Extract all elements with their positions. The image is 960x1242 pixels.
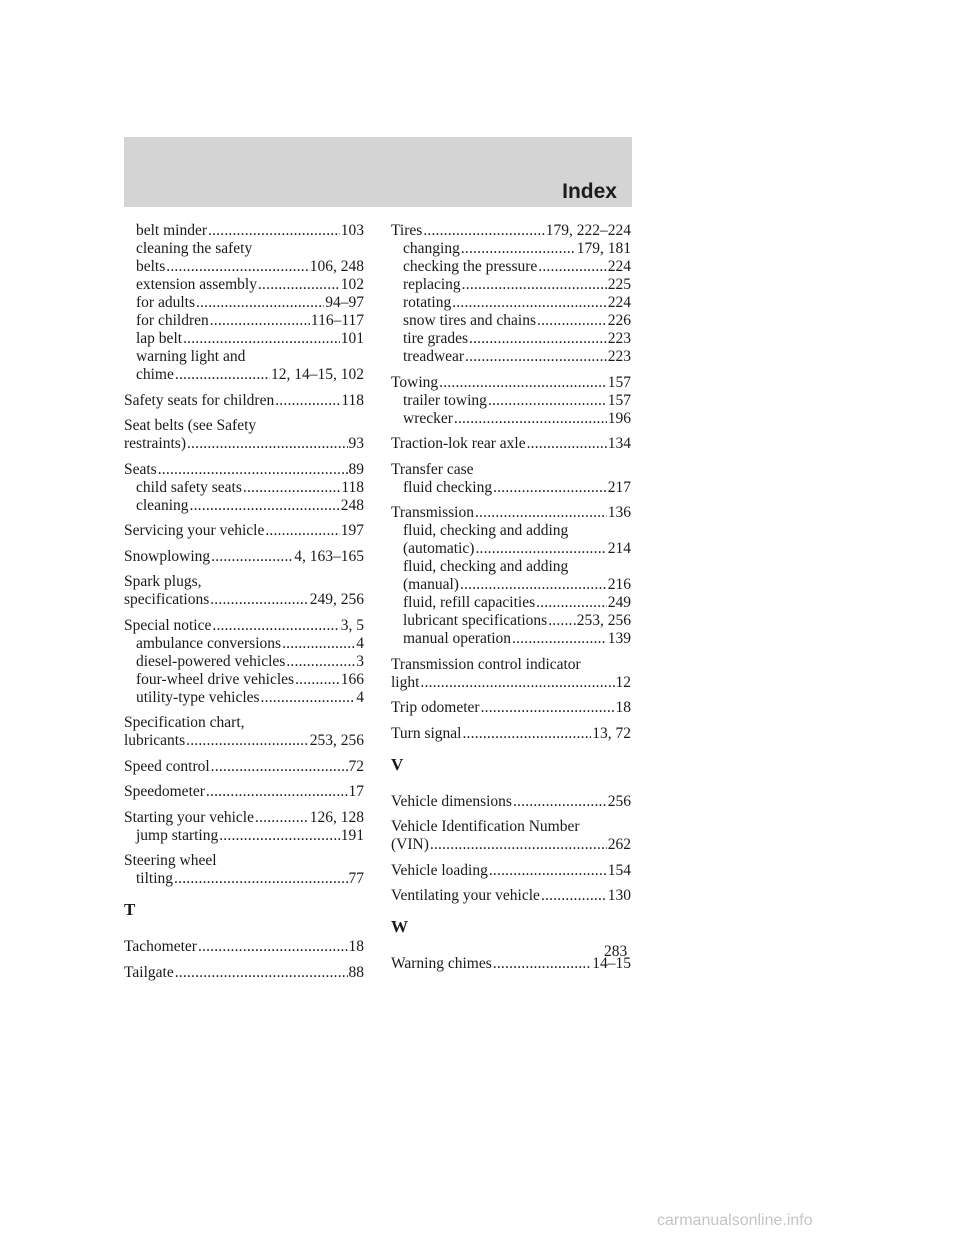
page-reference: 118	[341, 478, 364, 496]
index-entry	[391, 656, 631, 692]
dot-leader	[282, 635, 355, 653]
index-entry-line	[124, 617, 364, 635]
index-subentry-line	[391, 348, 631, 366]
index-subentry-line	[124, 497, 364, 515]
entry-label: Spark plugs,	[124, 573, 202, 590]
page-reference: 154	[607, 861, 631, 879]
index-entry-line	[124, 392, 364, 410]
entry-label: fluid, checking and adding	[403, 522, 569, 539]
index-entry	[124, 548, 364, 566]
page-reference: 4	[356, 688, 364, 706]
page-reference: 12, 14–15, 102	[271, 366, 364, 383]
page-reference: 139	[607, 630, 631, 647]
page-reference: 223	[607, 330, 631, 347]
dot-leader	[196, 294, 324, 312]
entry-label: Warning chimes	[391, 955, 492, 972]
index-subentry-line	[124, 276, 364, 294]
page-reference: 93	[348, 435, 364, 452]
index-entry-line	[124, 809, 364, 827]
page-reference: 130	[607, 887, 631, 904]
index-entry-line	[391, 818, 631, 836]
page-reference: 157	[607, 391, 631, 409]
page-reference: 17	[348, 783, 364, 800]
index-subentry-line	[391, 330, 631, 348]
index-entry-line	[391, 955, 631, 973]
page-reference: .253, 256	[572, 612, 631, 629]
page-reference: 196	[607, 409, 631, 427]
entry-label: extension assembly	[136, 276, 257, 293]
entry-label: Speedometer	[124, 783, 205, 800]
dot-leader	[174, 870, 347, 888]
entry-label: warning light and	[136, 348, 246, 365]
page-reference: 12	[615, 673, 631, 691]
dot-leader	[175, 964, 348, 982]
entry-label: Special notice	[124, 616, 212, 634]
index-subentry-line	[391, 522, 631, 540]
dot-leader	[493, 479, 607, 497]
entry-label: trailer towing	[403, 391, 487, 409]
page-reference: 166	[340, 670, 364, 688]
index-entry-line	[124, 522, 364, 540]
page-reference: 126, 128	[309, 808, 364, 826]
entry-label: light	[391, 673, 420, 691]
entry-label: utility-type vehicles	[136, 688, 260, 706]
dot-leader	[512, 630, 607, 648]
index-subentry-line	[391, 240, 631, 258]
dot-leader	[420, 674, 614, 692]
index-entry	[124, 938, 364, 956]
page-reference: 191	[340, 826, 364, 844]
index-subentry-line	[124, 240, 364, 258]
index-subentry-line	[124, 671, 364, 689]
index-subentry-line	[391, 576, 631, 594]
dot-leader	[462, 725, 591, 743]
index-subentry-line	[124, 294, 364, 312]
index-entry	[124, 852, 364, 888]
entry-label: Tailgate	[124, 963, 174, 981]
dot-leader	[198, 938, 348, 956]
entry-label: Towing	[391, 373, 439, 391]
dot-leader	[461, 240, 576, 258]
entry-label: four-wheel drive vehicles	[136, 670, 295, 688]
page-reference: 225	[607, 276, 631, 293]
index-entry-line	[391, 656, 631, 674]
index-subentry-line	[124, 222, 364, 240]
entry-label: belt minder	[136, 222, 208, 239]
page-reference: 248	[340, 496, 364, 514]
page-reference: 179, 222–224	[545, 222, 631, 239]
index-subentry-line	[124, 330, 364, 348]
entry-label: diesel-powered vehicles	[136, 652, 286, 670]
dot-leader	[537, 312, 607, 330]
index-entry	[391, 887, 631, 905]
page-reference: 224	[607, 294, 631, 311]
index-entry-line	[391, 725, 631, 743]
index-entry	[124, 964, 364, 982]
index-entry	[124, 461, 364, 515]
page-reference: 253, 256	[309, 732, 364, 749]
entry-label: Turn signal	[391, 724, 462, 742]
dot-leader	[454, 410, 607, 428]
dot-leader	[423, 222, 544, 240]
entry-label: specifications	[124, 591, 210, 608]
dot-leader	[489, 862, 607, 880]
index-subentry-line	[124, 653, 364, 671]
entry-label: Vehicle loading	[391, 861, 488, 879]
index-entry	[391, 862, 631, 880]
dot-leader	[536, 594, 607, 612]
dot-leader	[527, 435, 607, 453]
index-subentry-line	[391, 392, 631, 410]
page-reference: 106, 248	[309, 258, 364, 275]
entry-label: Vehicle dimensions	[391, 792, 512, 810]
index-letter-heading: W	[391, 917, 408, 936]
dot-leader	[183, 330, 340, 348]
index-entry	[391, 374, 631, 428]
dot-leader	[219, 827, 340, 845]
entry-label: Trip odometer	[391, 699, 480, 716]
index-entry-line	[124, 435, 364, 453]
index-subentry-line	[391, 540, 631, 558]
entry-label: cleaning	[136, 496, 189, 514]
index-subentry-line	[391, 594, 631, 612]
page-reference: 4	[356, 634, 364, 652]
index-subentry-line	[391, 479, 631, 497]
dot-leader	[493, 955, 591, 973]
dot-leader	[208, 222, 340, 240]
dot-leader	[488, 392, 607, 410]
page-reference: 214	[607, 540, 631, 557]
index-entry-line	[391, 435, 631, 453]
entry-label: Transfer case	[391, 460, 474, 478]
index-entry-line	[124, 732, 364, 750]
index-entry-line	[391, 699, 631, 717]
entry-label: (VIN)	[391, 836, 429, 853]
dot-leader	[538, 258, 606, 276]
index-entry	[391, 818, 631, 854]
entry-label: chime	[136, 366, 174, 383]
index-entry-line	[124, 548, 364, 566]
dot-leader	[462, 276, 607, 294]
dot-leader	[430, 836, 607, 854]
index-subentry-line	[124, 870, 364, 888]
index-entry-line	[391, 793, 631, 811]
index-entry	[391, 699, 631, 717]
entry-label: fluid, refill capacities	[403, 594, 536, 611]
entry-label: changing	[403, 240, 460, 257]
index-entry-line	[391, 461, 631, 479]
page-number: 283	[604, 943, 628, 960]
entry-label: lap belt	[136, 330, 183, 347]
entry-label: tilting	[136, 870, 174, 887]
index-subentry-line	[124, 827, 364, 845]
entry-label: Transmission	[391, 504, 474, 521]
entry-label: Tires	[391, 222, 423, 239]
page-reference: 13, 72	[592, 724, 631, 742]
dot-leader	[255, 809, 309, 827]
index-subentry-line	[124, 366, 364, 384]
index-entry-line	[124, 938, 364, 956]
index-subentry-line	[391, 276, 631, 294]
dot-leader	[175, 366, 270, 384]
entry-label: ambulance conversions	[136, 634, 282, 652]
page-reference: 101	[340, 330, 364, 347]
index-entry-line	[391, 862, 631, 880]
index-entry-line	[391, 836, 631, 854]
index-subentry-line	[391, 410, 631, 428]
index-entry-line	[124, 714, 364, 732]
entry-label: checking the pressure	[403, 258, 538, 275]
entry-label: Ventilating your vehicle	[391, 887, 540, 904]
index-entry-line	[124, 591, 364, 609]
entry-label: Seats	[124, 460, 157, 478]
index-entry-line	[124, 852, 364, 870]
page-reference: 249	[607, 594, 631, 611]
entry-label: Snowplowing	[124, 547, 211, 565]
index-entry-line	[391, 374, 631, 392]
page-reference: 249, 256	[309, 591, 364, 608]
watermark-text: carmanualsonline.info	[657, 1212, 813, 1229]
entry-label: (automatic)	[403, 540, 475, 557]
dot-leader	[295, 671, 340, 689]
page-reference: 89	[348, 460, 364, 478]
index-entry	[391, 793, 631, 811]
page-reference: 223	[607, 348, 631, 365]
entry-label: Steering wheel	[124, 852, 217, 869]
entry-label: Servicing your vehicle	[124, 522, 265, 539]
index-entry-line	[391, 674, 631, 692]
page-reference: 224	[607, 258, 631, 275]
entry-label: restraints)	[124, 435, 186, 452]
dot-leader	[211, 548, 293, 566]
index-subentry-line	[124, 258, 364, 276]
entry-label: Safety seats for children	[124, 391, 275, 409]
entry-label: Vehicle Identification Number	[391, 818, 580, 835]
page-reference: 217	[607, 478, 631, 496]
page-reference: 88	[348, 963, 364, 981]
entry-label: child safety seats	[136, 478, 242, 496]
dot-leader	[186, 732, 309, 750]
dot-leader	[286, 653, 355, 671]
dot-leader	[190, 497, 340, 515]
dot-leader	[261, 689, 356, 707]
page-reference: 18	[348, 938, 364, 955]
entry-label: Tachometer	[124, 938, 197, 955]
index-entry	[391, 504, 631, 648]
page-reference: 226	[607, 312, 631, 329]
page-reference: 157	[607, 373, 631, 391]
page-reference: 116–117	[310, 312, 364, 329]
entry-label: for adults	[136, 294, 195, 311]
page-reference: 14–15	[592, 955, 631, 972]
entry-label: Seat belts (see Safety	[124, 417, 257, 434]
entry-label: cleaning the safety	[136, 240, 253, 257]
page-reference: 102	[340, 276, 364, 293]
index-subentry-line	[124, 348, 364, 366]
dot-leader	[465, 348, 607, 366]
index-subentry-line	[391, 612, 631, 630]
index-subentry-line	[124, 635, 364, 653]
dot-leader	[275, 392, 340, 410]
index-subentry-line	[391, 558, 631, 576]
dot-leader	[212, 617, 339, 635]
index-subentry-line	[391, 258, 631, 276]
page-reference: 134	[607, 435, 631, 452]
index-entry	[124, 617, 364, 707]
page-reference: 3	[356, 652, 364, 670]
entry-label: rotating	[403, 294, 452, 311]
dot-leader	[258, 276, 340, 294]
index-entry-line	[124, 758, 364, 776]
entry-label: tire grades	[403, 330, 468, 347]
index-subentry-line	[124, 312, 364, 330]
page-reference: 197	[340, 522, 364, 539]
index-entry	[391, 461, 631, 497]
index-entry-line	[391, 504, 631, 522]
section-title: Index	[562, 180, 617, 203]
dot-leader	[475, 540, 606, 558]
index-entry-line	[124, 461, 364, 479]
entry-label: Starting your vehicle	[124, 808, 254, 826]
index-entry-line	[124, 964, 364, 982]
dot-leader	[460, 576, 607, 594]
index-entry-line	[124, 417, 364, 435]
index-entry	[124, 758, 364, 776]
index-entry	[391, 222, 631, 366]
index-subentry-line	[391, 294, 631, 312]
index-subentry-line	[124, 689, 364, 707]
entry-label: Transmission control indicator	[391, 655, 581, 673]
index-column-left	[124, 222, 364, 989]
entry-label: for children	[136, 312, 209, 329]
page-reference: 256	[607, 792, 631, 810]
index-entry	[124, 783, 364, 801]
index-entry	[124, 522, 364, 540]
entry-label: wrecker	[403, 409, 453, 427]
index-entry-line	[391, 887, 631, 905]
index-entry-line	[124, 783, 364, 801]
index-entry-line	[391, 222, 631, 240]
index-letter-heading: V	[391, 754, 404, 774]
dot-leader	[158, 461, 348, 479]
page-reference: 72	[348, 757, 364, 775]
entry-label: jump starting	[136, 826, 219, 844]
dot-leader	[439, 374, 607, 392]
page-reference: 77	[348, 870, 364, 887]
entry-label: manual operation	[403, 630, 512, 647]
index-subentry-line	[391, 630, 631, 648]
page-reference: 18	[615, 699, 631, 716]
entry-label: Specification chart,	[124, 714, 245, 731]
entry-label: replacing	[403, 276, 461, 293]
page-reference: 262	[607, 836, 631, 853]
entry-label: treadwear	[403, 348, 465, 365]
entry-label: fluid, checking and adding	[403, 558, 569, 575]
index-letter-heading: T	[124, 900, 136, 919]
page-reference: 216	[607, 576, 631, 593]
page-reference: 4, 163–165	[294, 547, 364, 565]
dot-leader	[166, 258, 308, 276]
dot-leader	[548, 612, 572, 630]
index-subentry-line	[391, 312, 631, 330]
index-column-right	[391, 222, 631, 981]
entry-label: fluid checking	[403, 478, 493, 496]
dot-leader	[513, 793, 607, 811]
dot-leader	[541, 887, 607, 905]
dot-leader	[206, 783, 348, 801]
page-reference: 179, 181	[576, 240, 631, 257]
page-reference: 3, 5	[340, 616, 364, 634]
entry-label: belts	[136, 258, 166, 275]
index-entry	[124, 417, 364, 453]
entry-label: snow tires and chains	[403, 312, 537, 329]
dot-leader	[243, 479, 340, 497]
dot-leader	[481, 699, 615, 717]
dot-leader	[265, 522, 339, 540]
dot-leader	[210, 312, 310, 330]
index-entry	[124, 573, 364, 609]
page-reference: 94–97	[325, 294, 364, 311]
index-entry	[124, 809, 364, 845]
index-entry	[124, 714, 364, 750]
dot-leader	[187, 435, 348, 453]
index-entry	[124, 222, 364, 384]
entry-label: (manual)	[403, 576, 459, 593]
entry-label: lubricant specifications	[403, 612, 548, 629]
section-header-band	[124, 137, 632, 207]
dot-leader	[210, 591, 309, 609]
index-entry	[124, 392, 364, 410]
entry-label: Speed control	[124, 757, 210, 775]
index-entry-line	[124, 573, 364, 591]
page-reference: 118	[341, 391, 364, 409]
dot-leader	[211, 758, 348, 776]
page-reference: 103	[340, 222, 364, 239]
entry-label: lubricants	[124, 732, 186, 749]
entry-label: Traction-lok rear axle	[391, 435, 526, 452]
index-entry	[391, 725, 631, 743]
index-entry	[391, 955, 631, 973]
page-reference: 136	[607, 504, 631, 521]
dot-leader	[475, 504, 607, 522]
dot-leader	[452, 294, 607, 312]
index-entry	[391, 435, 631, 453]
index-subentry-line	[124, 479, 364, 497]
dot-leader	[469, 330, 607, 348]
